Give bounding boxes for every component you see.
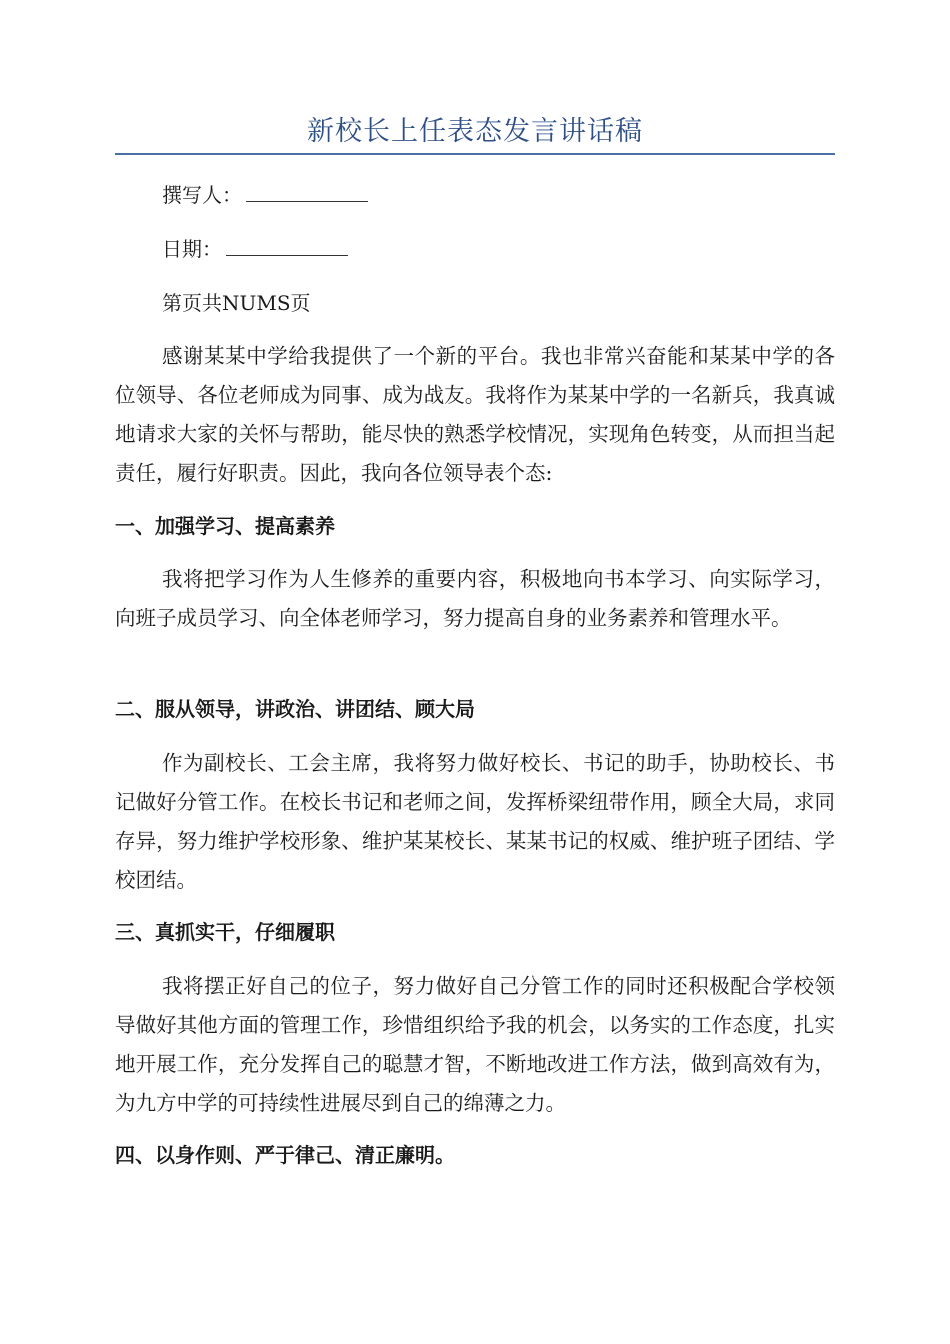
document-title: 新校长上任表态发言讲话稿 <box>307 116 643 147</box>
intro-paragraph: 感谢某某中学给我提供了一个新的平台。我也非常兴奋能和某某中学的各位领导、各位老师成为同事、成为战友。我将作为某某中学的一名新兵，我真诚地请求大家的关怀与帮助，能尽快的熟悉学校情况，实现角色转变，从而担当起责任，履行好职责。因此，我向各位领导表个态: <box>115 344 835 485</box>
author-blank <box>246 181 368 202</box>
date-line <box>162 235 348 263</box>
date-label: 日期： <box>162 237 222 261</box>
author-label: 撰写人： <box>162 183 242 207</box>
section-heading-1: 一、加强学习、提高素养 <box>115 514 335 538</box>
section-body-3: 我将摆正好自己的位子，努力做好自己分管工作的同时还积极配合学校领导做好其他方面的管理工作，珍惜组织给予我的机会，以务实的工作态度，扎实地开展工作，充分发挥自己的聪慧才智，不断地改进工作方法，做到高效有为，为九方中学的可持续性进展尽到自己的绵薄之力。 <box>115 974 835 1115</box>
page-count-line: 第页共NUMS页 <box>162 291 311 315</box>
title-underline <box>115 153 835 155</box>
section-body-2: 作为副校长、工会主席，我将努力做好校长、书记的助手，协助校长、书记做好分管工作。在校长书记和老师之间，发挥桥梁纽带作用，顾全大局，求同存异，努力维护学校形象、维护某某校长、某某书记的权威、维护班子团结、学校团结。 <box>115 751 835 892</box>
section-heading-2: 二、服从领导，讲政治、讲团结、顾大局 <box>115 697 475 721</box>
date-blank <box>226 235 348 256</box>
section-heading-4: 四、以身作则、严于律己、清正廉明。 <box>115 1143 455 1167</box>
author-line <box>162 181 368 209</box>
section-heading-3: 三、真抓实干，仔细履职 <box>115 920 335 944</box>
section-body-1: 我将把学习作为人生修养的重要内容，积极地向书本学习、向实际学习，向班子成员学习、向全体老师学习，努力提高自身的业务素养和管理水平。 <box>115 567 835 630</box>
